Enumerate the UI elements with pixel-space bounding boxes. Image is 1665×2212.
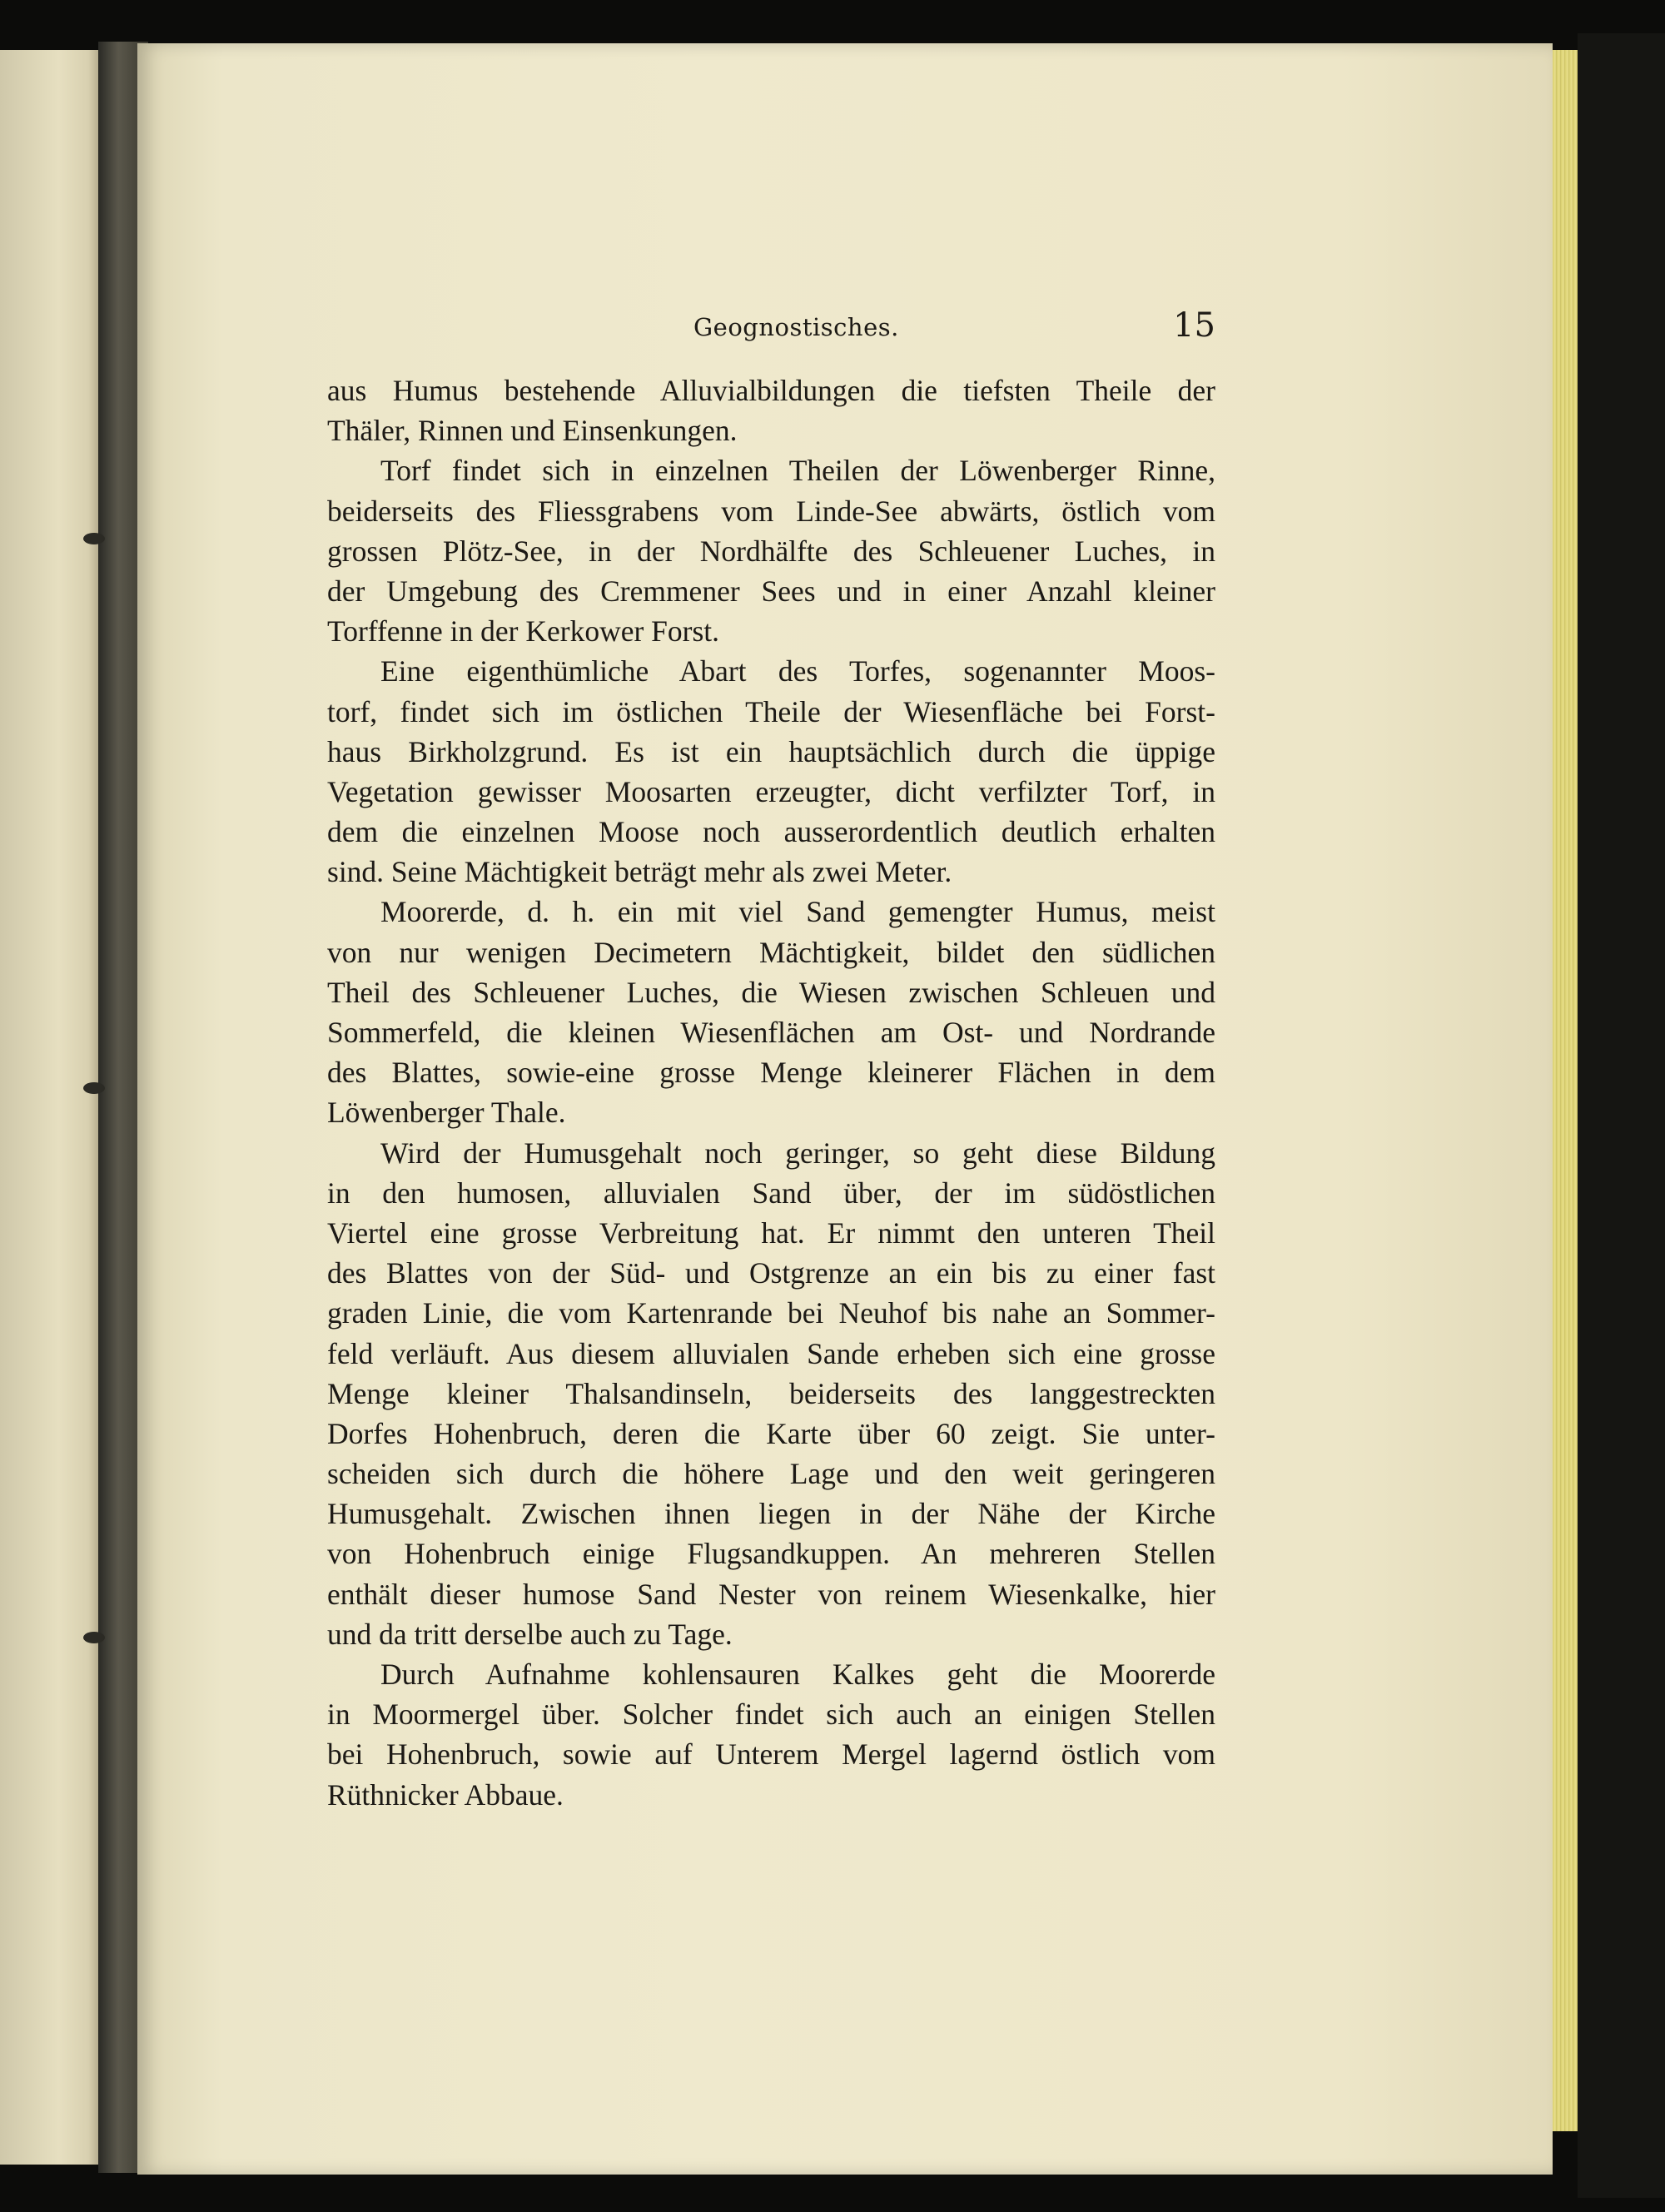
text-line: bei Hohenbruch, sowie auf Unterem Mergel lagernd östlich vom (327, 1737, 1215, 1772)
text-line: Durch Aufnahme kohlensauren Kalkes geht die Moorerde (380, 1658, 1215, 1691)
text-line: grossen Plötz-See, in der Nordhälfte des Schleuener Luches, in (327, 534, 1215, 568)
paragraph (327, 892, 1215, 1132)
text-line: torf, findet sich im östlichen Theile der Wiesenfläche bei Forst- (327, 694, 1215, 728)
text-line: in den humosen, alluvialen Sand über, der im südöstlichen (327, 1176, 1215, 1210)
text-line: enthält dieser humose Sand Nester von reinem Wiesenkalke, hier (327, 1577, 1215, 1611)
binding-stitch (83, 1082, 105, 1094)
text-line: Torffenne in der Kerkower Forst. (327, 614, 720, 649)
text-line: des Blattes, sowie-eine grosse Menge kleinerer Flächen in dem (327, 1056, 1215, 1090)
text-line: Theil des Schleuener Luches, die Wiesen zwischen Schleuen und (327, 975, 1215, 1009)
binding-stitch (83, 1632, 105, 1643)
paragraph (327, 1133, 1215, 1654)
page-number: 15 (1173, 306, 1215, 345)
text-line: graden Linie, die vom Kartenrande bei Neuhof bis nahe an Sommer- (327, 1296, 1215, 1330)
text-line: Dorfes Hohenbruch, deren die Karte über 60 zeigt. Sie unter- (327, 1416, 1215, 1450)
text-line: von nur wenigen Decimetern Mächtigkeit, bildet den südlichen (327, 935, 1215, 969)
text-line: Menge kleiner Thalsandinseln, beiderseits des langgestreckten (327, 1376, 1215, 1410)
text-line: Torf findet sich in einzelnen Theilen der Löwenberger Rinne, (380, 454, 1215, 488)
text-line: Vegetation gewisser Moosarten erzeugter, dicht verfilzter Torf, in (327, 774, 1215, 808)
paragraph (327, 370, 1215, 450)
text-line: Humusgehalt. Zwischen ihnen liegen in der Nähe der Kirche (327, 1497, 1215, 1531)
paragraph (327, 651, 1215, 892)
page-stack-edges (1553, 50, 1578, 2131)
page-header (327, 306, 1215, 356)
body-text (327, 370, 1215, 1815)
book-cover-edge (1578, 33, 1665, 2198)
text-line: Sommerfeld, die kleinen Wiesenflächen am Ost- und Nordrande (327, 1016, 1215, 1049)
text-line: haus Birkholzgrund. Es ist ein hauptsächlich durch die üppige (327, 734, 1215, 768)
text-line: der Umgebung des Cremmener Sees und in einer Anzahl kleiner (327, 574, 1215, 608)
text-line: dem die einzelnen Moose noch ausserordentlich deutlich erhalten (327, 815, 1215, 849)
text-line: scheiden sich durch die höhere Lage und den weit geringeren (327, 1457, 1215, 1491)
text-line: von Hohenbruch einige Flugsandkuppen. An mehreren Stellen (327, 1537, 1215, 1571)
text-line: Thäler, Rinnen und Einsenkungen. (327, 414, 738, 448)
text-line: Wird der Humusgehalt noch geringer, so geht diese Bildung (380, 1136, 1215, 1170)
running-title: Geognostisches. (693, 313, 899, 341)
paragraph (327, 450, 1215, 651)
text-line: Moorerde, d. h. ein mit viel Sand gemengter Humus, meist (380, 895, 1215, 929)
binding-stitch (83, 533, 105, 544)
text-line: beiderseits des Fliessgrabens vom Linde-See abwärts, östlich vom (327, 494, 1215, 528)
text-line: des Blattes von der Süd- und Ostgrenze an ein bis zu einer fast (327, 1256, 1215, 1290)
text-line: Viertel eine grosse Verbreitung hat. Er nimmt den unteren Theil (327, 1215, 1215, 1250)
text-line: Löwenberger Thale. (327, 1096, 566, 1130)
text-line: in Moormergel über. Solcher findet sich auch an einigen Stellen (327, 1698, 1215, 1732)
left-page-edge (0, 50, 98, 2165)
text-line: aus Humus bestehende Alluvialbildungen die tiefsten Theile der (327, 374, 1215, 407)
paragraph (327, 1654, 1215, 1815)
text-line: feld verläuft. Aus diesem alluvialen Sande erheben sich eine grosse (327, 1336, 1215, 1370)
text-line: Rüthnicker Abbaue. (327, 1777, 564, 1812)
text-line: Eine eigenthümliche Abart des Torfes, sogenannter Moos- (380, 654, 1215, 688)
text-line: sind. Seine Mächtigkeit beträgt mehr als zwei Meter. (327, 855, 952, 889)
text-line: und da tritt derselbe auch zu Tage. (327, 1617, 733, 1651)
